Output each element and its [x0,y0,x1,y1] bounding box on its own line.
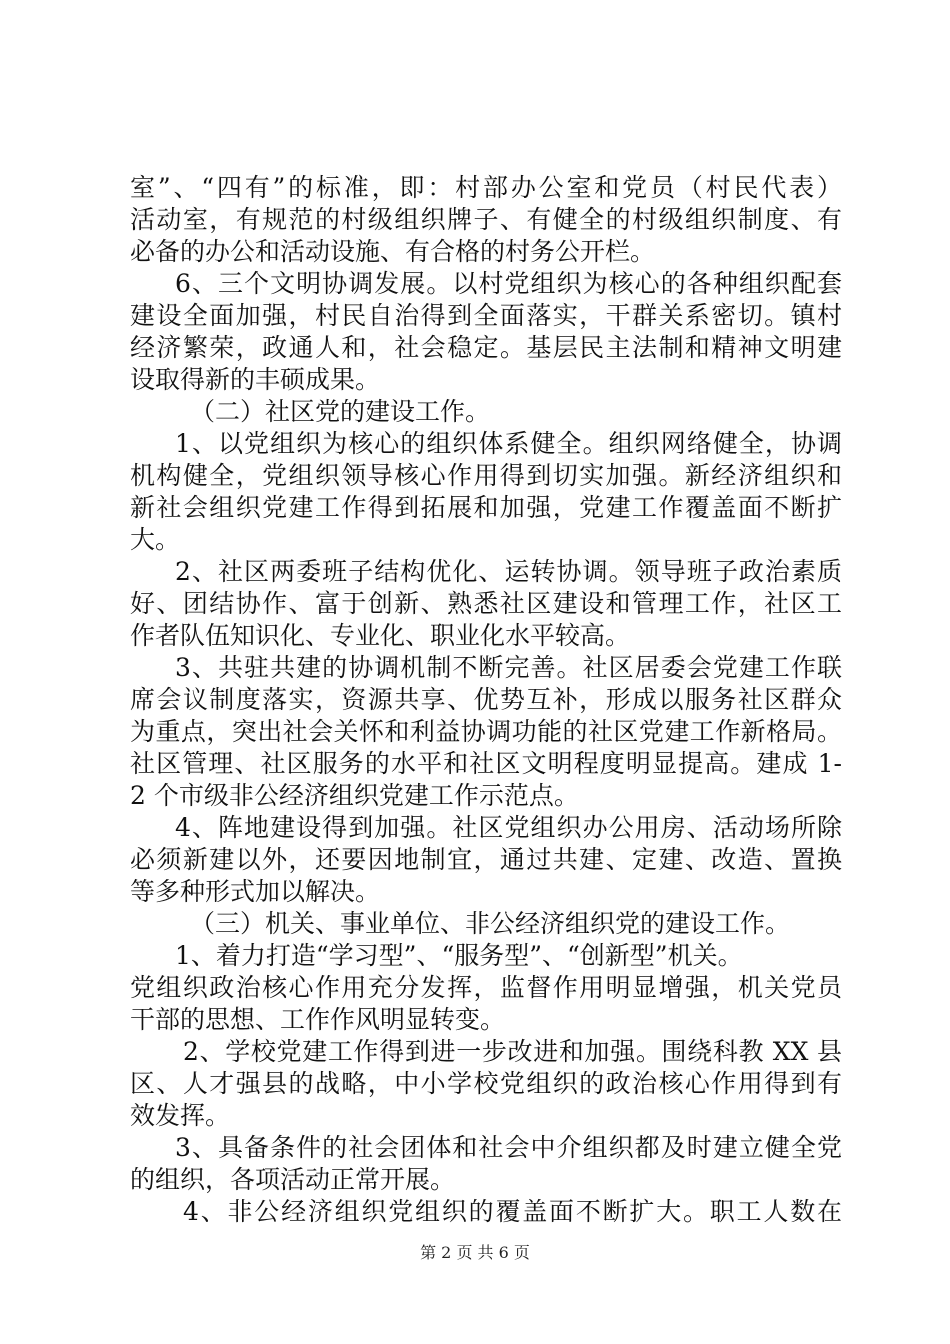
paragraph-line: 新社会组织党建工作得到拓展和加强，党建工作覆盖面不断扩 [130,493,842,522]
paragraph-line: 必备的办公和活动设施、有合格的村务公开栏。 [130,237,656,266]
document-body [130,172,842,1228]
paragraph-line: 的组织，各项活动正常开展。 [130,1165,456,1194]
paragraph-line: 干部的思想、工作作风明显转变。 [130,1005,506,1034]
paragraph-line: 经济繁荣，政通人和，社会稳定。基层民主法制和精神文明建 [130,333,842,362]
paragraph-line: 4、非公经济组织党组织的覆盖面不断扩大。职工人数在 [183,1197,842,1226]
paragraph-line: 2、学校党建工作得到进一步改进和加强。围绕科教 XX 县 [183,1037,842,1066]
paragraph-line: 4、阵地建设得到加强。社区党组织办公用房、活动场所除 [175,813,842,842]
paragraph-line: 3、共驻共建的协调机制不断完善。社区居委会党建工作联 [175,653,842,682]
section-heading-line: （三）机关、事业单位、非公经济组织党的建设工作。 [190,909,791,938]
paragraph-line: 等多种形式加以解决。 [130,877,381,906]
paragraph-line: 室”、“四有”的标准，即：村部办公室和党员（村民代表） [130,173,842,202]
section-heading-line: （二）社区党的建设工作。 [190,397,491,426]
paragraph-line: 机构健全，党组织领导核心作用得到切实加强。新经济组织和 [130,461,842,490]
paragraph-line: 社区管理、社区服务的水平和社区文明程度明显提高。建成 1- [130,749,842,778]
paragraph-line: 大。 [130,525,181,554]
paragraph-line: 1、着力打造“学习型”、“服务型”、“创新型”机关。 [175,941,743,970]
paragraph-line: 2 个市级非公经济组织党建工作示范点。 [130,781,579,810]
paragraph-line: 1、以党组织为核心的组织体系健全。组织网络健全，协调 [175,429,842,458]
paragraph-line: 6、三个文明协调发展。以村党组织为核心的各种组织配套 [175,269,842,298]
paragraph-line: 为重点，突出社会关怀和利益协调功能的社区党建工作新格局。 [130,717,842,746]
paragraph-line: 建设全面加强，村民自治得到全面落实，干群关系密切。镇村 [130,301,842,330]
paragraph-line: 作者队伍知识化、专业化、职业化水平较高。 [130,621,631,650]
paragraph-line: 席会议制度落实，资源共享、优势互补，形成以服务社区群众 [130,685,842,714]
paragraph-line: 设取得新的丰硕成果。 [130,365,381,394]
paragraph-line: 效发挥。 [130,1101,231,1130]
paragraph-line: 必须新建以外，还要因地制宜，通过共建、定建、改造、置换 [130,845,842,874]
paragraph-line: 2、社区两委班子结构优化、运转协调。领导班子政治素质 [175,557,842,586]
paragraph-line: 党组织政治核心作用充分发挥，监督作用明显增强，机关党员 [130,973,842,1002]
page-footer: 第 2 页 共 6 页 [420,1243,530,1262]
paragraph-line: 3、具备条件的社会团体和社会中介组织都及时建立健全党 [175,1133,842,1162]
paragraph-line: 区、人才强县的战略，中小学校党组织的政治核心作用得到有 [130,1069,842,1098]
paragraph-line: 好、团结协作、富于创新、熟悉社区建设和管理工作，社区工 [130,589,842,618]
paragraph-line: 活动室，有规范的村级组织牌子、有健全的村级组织制度、有 [130,205,842,234]
